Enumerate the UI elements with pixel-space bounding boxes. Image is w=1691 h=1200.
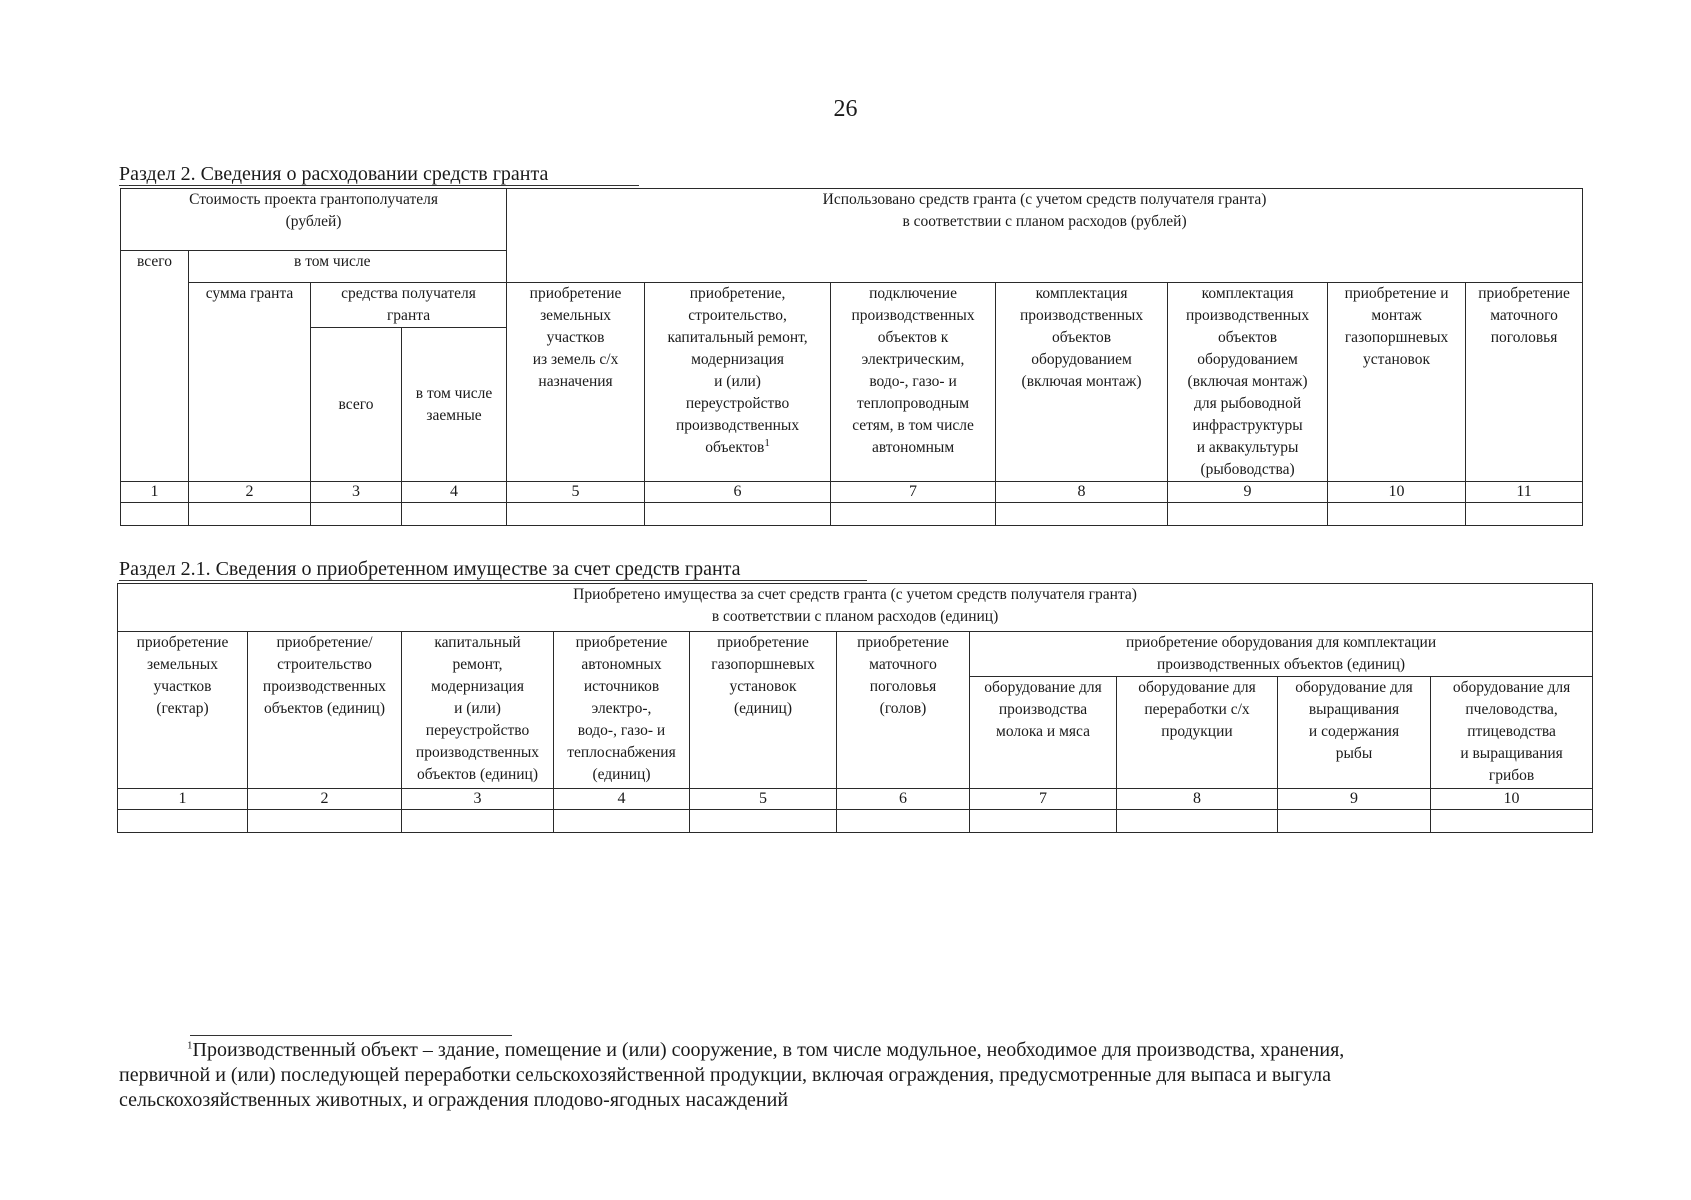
empty-cell[interactable] — [507, 503, 645, 526]
column-number: 4 — [554, 789, 690, 810]
column-number: 5 — [507, 482, 645, 503]
footnote-separator — [190, 1035, 512, 1036]
empty-cell[interactable] — [831, 503, 996, 526]
breeding-stock-header: приобретение маточного поголовья (голов) — [837, 632, 970, 789]
column-number: 1 — [121, 482, 189, 503]
beekeeping-equipment-header: оборудование для пчеловодства, птицеводства и выращивания грибов — [1431, 677, 1593, 789]
footnote-line-1 — [119, 1038, 1581, 1063]
recipient-total-header: всего — [311, 328, 402, 482]
empty-cell[interactable] — [996, 503, 1168, 526]
empty-cell[interactable] — [1278, 810, 1431, 833]
equipment-purchase-header: приобретение оборудования для комплектации производственных объектов (единиц) — [970, 632, 1593, 677]
footnote — [119, 1038, 1581, 1113]
gas-piston-header: приобретение и монтаж газопоршневых установок — [1328, 283, 1466, 482]
fish-equipment-header: комплектация производственных объектов оборудованием (включая монтаж) для рыбоводной инфраструктуры и аквакультуры (рыбоводства) — [1168, 283, 1328, 482]
column-number: 2 — [189, 482, 311, 503]
column-number: 1 — [118, 789, 248, 810]
recipient-funds-header: средства получателя гранта — [311, 283, 507, 328]
footnote-reference: 1 — [764, 436, 770, 449]
empty-cell[interactable] — [690, 810, 837, 833]
breeding-stock-header: приобретение маточного поголовья — [1466, 283, 1583, 482]
column-number: 4 — [402, 482, 507, 503]
empty-cell[interactable] — [1328, 503, 1466, 526]
empty-data-row — [121, 503, 1583, 526]
processing-equipment-header: оборудование для переработки с/х продукции — [1117, 677, 1278, 789]
column-numbers-row — [118, 789, 1593, 810]
fish-equipment-header: оборудование для выращивания и содержания рыбы — [1278, 677, 1431, 789]
gas-piston-units-header: приобретение газопоршневых установок (единиц) — [690, 632, 837, 789]
footnote-line-2: первичной и (или) последующей переработки сельскохозяйственной продукции, включая ограждения, предусмотренные для выпаса и выгула — [119, 1064, 1331, 1086]
grant-expenditure-table — [120, 188, 1583, 526]
empty-cell[interactable] — [189, 503, 311, 526]
footnote-line-3: сельскохозяйственных животных, и ограждения плодово-ягодных насаждений — [119, 1089, 789, 1111]
column-number: 7 — [831, 482, 996, 503]
column-number: 8 — [1117, 789, 1278, 810]
empty-cell[interactable] — [121, 503, 189, 526]
column-number: 7 — [970, 789, 1117, 810]
column-number: 6 — [645, 482, 831, 503]
milk-meat-equipment-header: оборудование для производства молока и мяса — [970, 677, 1117, 789]
column-number: 10 — [1431, 789, 1593, 810]
land-plots-header: приобретение земельных участков (гектар) — [118, 632, 248, 789]
construction-header-text: приобретение, строительство, капитальный ремонт, модернизация и (или) переустройство производственных объектов — [667, 285, 808, 456]
column-number: 9 — [1168, 482, 1328, 503]
column-number: 9 — [1278, 789, 1431, 810]
construction-header — [645, 283, 831, 482]
empty-data-row — [118, 810, 1593, 833]
section-2-1-title: Раздел 2.1. Сведения о приобретенном имуществе за счет средств гранта — [119, 558, 867, 581]
acquired-property-header: Приобретено имущества за счет средств гранта (с учетом средств получателя гранта) в соответствии с планом расходов (единиц) — [118, 584, 1593, 632]
recipient-loans-header: в том числе заемные — [402, 328, 507, 482]
column-numbers-row — [121, 482, 1583, 503]
empty-cell[interactable] — [1168, 503, 1328, 526]
grant-sum-header: сумма гранта — [189, 283, 311, 482]
empty-cell[interactable] — [1466, 503, 1583, 526]
column-number: 11 — [1466, 482, 1583, 503]
project-cost-header: Стоимость проекта грантополучателя (рублей) — [121, 189, 507, 251]
empty-cell[interactable] — [402, 810, 554, 833]
empty-cell[interactable] — [645, 503, 831, 526]
utility-connection-header: подключение производственных объектов к электрическим, водо-, газо- и теплопроводным сетям, в том числе автономным — [831, 283, 996, 482]
empty-cell[interactable] — [554, 810, 690, 833]
column-number: 3 — [311, 482, 402, 503]
footnote-mark: 1 — [187, 1039, 193, 1052]
production-facilities-header: приобретение/ строительство производственных объектов (единиц) — [248, 632, 402, 789]
empty-cell[interactable] — [311, 503, 402, 526]
column-number: 2 — [248, 789, 402, 810]
column-number: 8 — [996, 482, 1168, 503]
land-acquisition-header: приобретение земельных участков из земель с/х назначения — [507, 283, 645, 482]
grant-used-header: Использовано средств гранта (с учетом средств получателя гранта) в соответствии с планом расходов (рублей) — [507, 189, 1583, 283]
column-number: 10 — [1328, 482, 1466, 503]
footnote-text-1: Производственный объект – здание, помещение и (или) сооружение, в том числе модульное, необходимое для производства, хранения, — [192, 1039, 1345, 1061]
section-2-title: Раздел 2. Сведения о расходовании средств гранта — [119, 163, 639, 186]
empty-cell[interactable] — [970, 810, 1117, 833]
empty-cell[interactable] — [1431, 810, 1593, 833]
empty-cell[interactable] — [837, 810, 970, 833]
empty-cell[interactable] — [118, 810, 248, 833]
including-header: в том числе — [189, 251, 507, 283]
empty-cell[interactable] — [402, 503, 507, 526]
equipment-header: комплектация производственных объектов оборудованием (включая монтаж) — [996, 283, 1168, 482]
empty-cell[interactable] — [1117, 810, 1278, 833]
cost-total-header: всего — [121, 251, 189, 482]
autonomous-sources-header: приобретение автономных источников электро-, водо-, газо- и теплоснабжения (единиц) — [554, 632, 690, 789]
capital-repair-header: капитальный ремонт, модернизация и (или) переустройство производственных объектов (единиц) — [402, 632, 554, 789]
column-number: 6 — [837, 789, 970, 810]
empty-cell[interactable] — [248, 810, 402, 833]
page-number: 26 — [833, 96, 858, 122]
column-number: 3 — [402, 789, 554, 810]
column-number: 5 — [690, 789, 837, 810]
acquired-property-table — [117, 583, 1593, 833]
